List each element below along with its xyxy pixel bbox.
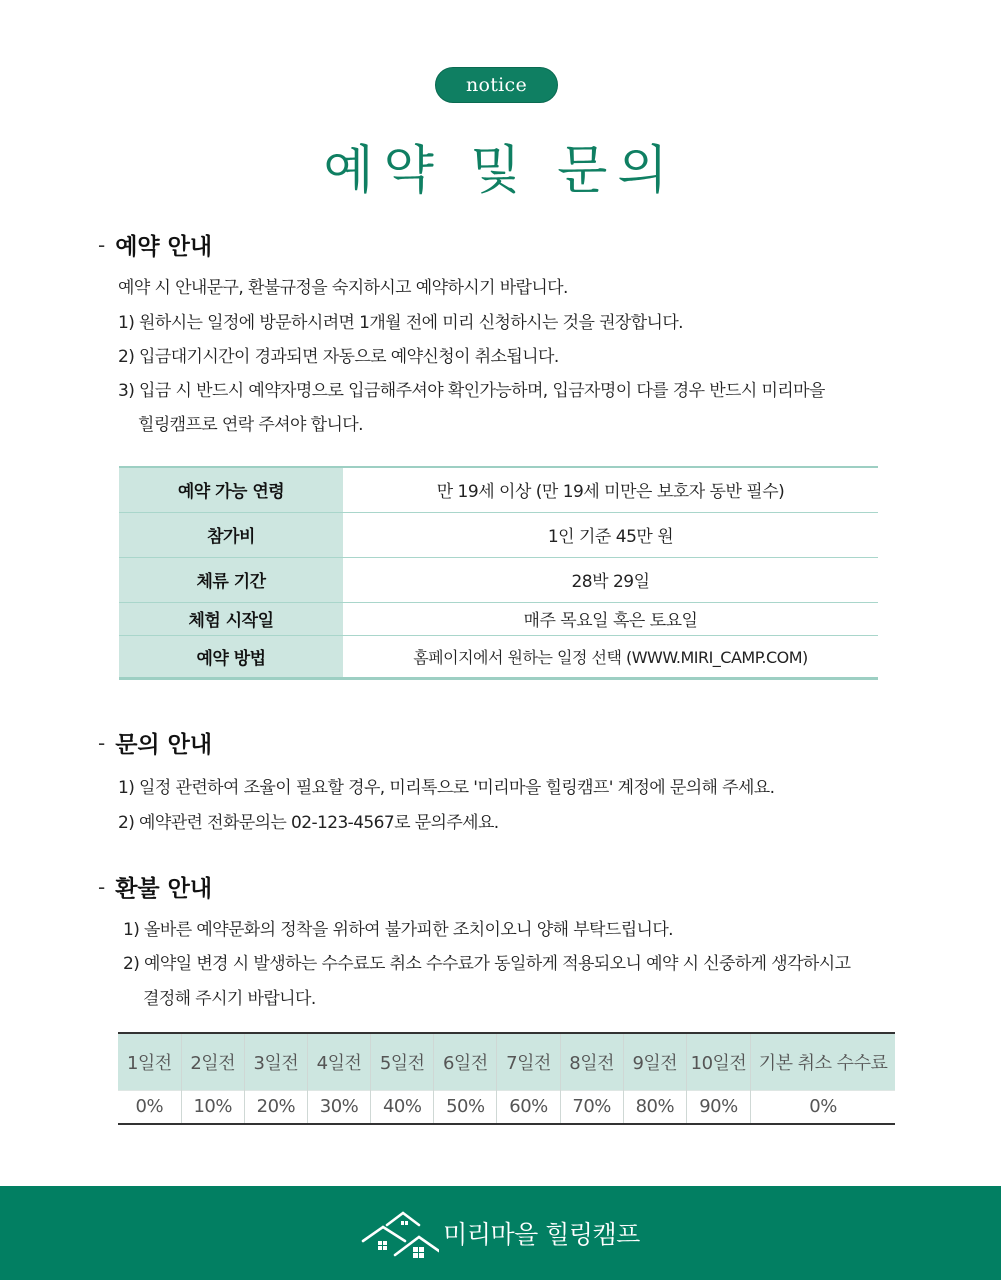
info-label: 예약 가능 연령	[119, 467, 343, 512]
info-value	[343, 635, 878, 678]
refund-header-cell: 1일전	[118, 1033, 181, 1090]
refund-header-row	[118, 1033, 895, 1090]
refund-fee-table	[118, 1032, 895, 1125]
inquiry-line: 2) 예약관련 전화문의는 02-123-4567로 문의주세요.	[118, 813, 499, 833]
refund-header-cell: 기본 취소 수수료	[751, 1033, 895, 1090]
heading-dash: -	[98, 874, 106, 899]
refund-heading	[98, 870, 212, 903]
houses-logo-icon	[361, 1205, 439, 1261]
refund-value-cell: 50%	[434, 1090, 497, 1124]
heading-dash: -	[98, 232, 106, 257]
reservation-method-text: 홈페이지에서 원하는 일정 선택 (WWW.MIRI_CAMP.COM)	[413, 647, 808, 667]
footer-logo	[361, 1205, 640, 1261]
refund-value-cell: 60%	[497, 1090, 560, 1124]
reservation-heading	[98, 228, 212, 261]
refund-value-cell: 40%	[371, 1090, 434, 1124]
refund-value-cell: 70%	[560, 1090, 623, 1124]
refund-value-cell: 10%	[181, 1090, 244, 1124]
table-row	[119, 512, 878, 557]
table-row	[119, 557, 878, 602]
refund-header-cell: 8일전	[560, 1033, 623, 1090]
info-value: 매주 목요일 혹은 토요일	[343, 602, 878, 635]
refund-header-cell: 3일전	[244, 1033, 307, 1090]
refund-header-cell: 6일전	[434, 1033, 497, 1090]
refund-header-cell: 4일전	[307, 1033, 370, 1090]
refund-header-cell: 10일전	[686, 1033, 750, 1090]
refund-header-cell: 9일전	[623, 1033, 686, 1090]
refund-heading-text: 환불 안내	[115, 876, 213, 902]
info-label: 체류 기간	[119, 557, 343, 602]
refund-value-cell: 80%	[623, 1090, 686, 1124]
refund-value-cell: 90%	[686, 1090, 750, 1124]
reservation-line: 예약 시 안내문구, 환불규정을 숙지하시고 예약하시기 바랍니다.	[118, 278, 568, 298]
inquiry-heading	[98, 726, 212, 759]
table-row	[119, 467, 878, 512]
refund-value-cell: 30%	[307, 1090, 370, 1124]
info-label: 체험 시작일	[119, 602, 343, 635]
refund-line: 2) 예약일 변경 시 발생하는 수수료도 취소 수수료가 동일하게 적용되오니 예약 시 신중하게 생각하시고	[123, 954, 851, 974]
info-value: 28박 29일	[343, 557, 878, 602]
inquiry-line: 1) 일정 관련하여 조율이 필요할 경우, 미리톡으로 '미리마을 힐링캠프' 계정에 문의해 주세요.	[118, 778, 775, 798]
inquiry-heading-text: 문의 안내	[115, 732, 213, 758]
info-value: 만 19세 이상 (만 19세 미만은 보호자 동반 필수)	[343, 467, 878, 512]
reservation-heading-text: 예약 안내	[115, 234, 213, 260]
reservation-line: 3) 입금 시 반드시 예약자명으로 입금해주셔야 확인가능하며, 입금자명이 다를 경우 반드시 미리마을	[118, 381, 825, 401]
info-label: 예약 방법	[119, 635, 343, 678]
notice-badge: notice	[435, 67, 558, 103]
footer-brand-name: 미리마을 힐링캠프	[443, 1220, 640, 1249]
reservation-line: 1) 원하시는 일정에 방문하시려면 1개월 전에 미리 신청하시는 것을 권장합니다.	[118, 313, 683, 333]
refund-header-cell: 2일전	[181, 1033, 244, 1090]
info-value: 1인 기준 45만 원	[343, 512, 878, 557]
refund-header-cell: 5일전	[371, 1033, 434, 1090]
refund-line: 결정해 주시기 바랍니다.	[143, 989, 316, 1009]
refund-value-cell: 0%	[118, 1090, 181, 1124]
refund-value-cell: 0%	[751, 1090, 895, 1124]
reservation-line: 2) 입금대기시간이 경과되면 자동으로 예약신청이 취소됩니다.	[118, 347, 559, 367]
refund-line: 1) 올바른 예약문화의 정착을 위하여 불가피한 조치이오니 양해 부탁드립니다.	[123, 920, 673, 940]
table-row	[119, 635, 878, 678]
page-title: 예약 및 문의	[323, 141, 678, 201]
refund-value-cell: 20%	[244, 1090, 307, 1124]
info-label: 참가비	[119, 512, 343, 557]
reservation-info-table	[119, 466, 878, 680]
heading-dash: -	[98, 730, 106, 755]
footer	[0, 1186, 1001, 1280]
refund-header-cell: 7일전	[497, 1033, 560, 1090]
reservation-line: 힐링캠프로 연락 주셔야 합니다.	[138, 415, 363, 435]
refund-value-row	[118, 1090, 895, 1124]
table-row	[119, 602, 878, 635]
